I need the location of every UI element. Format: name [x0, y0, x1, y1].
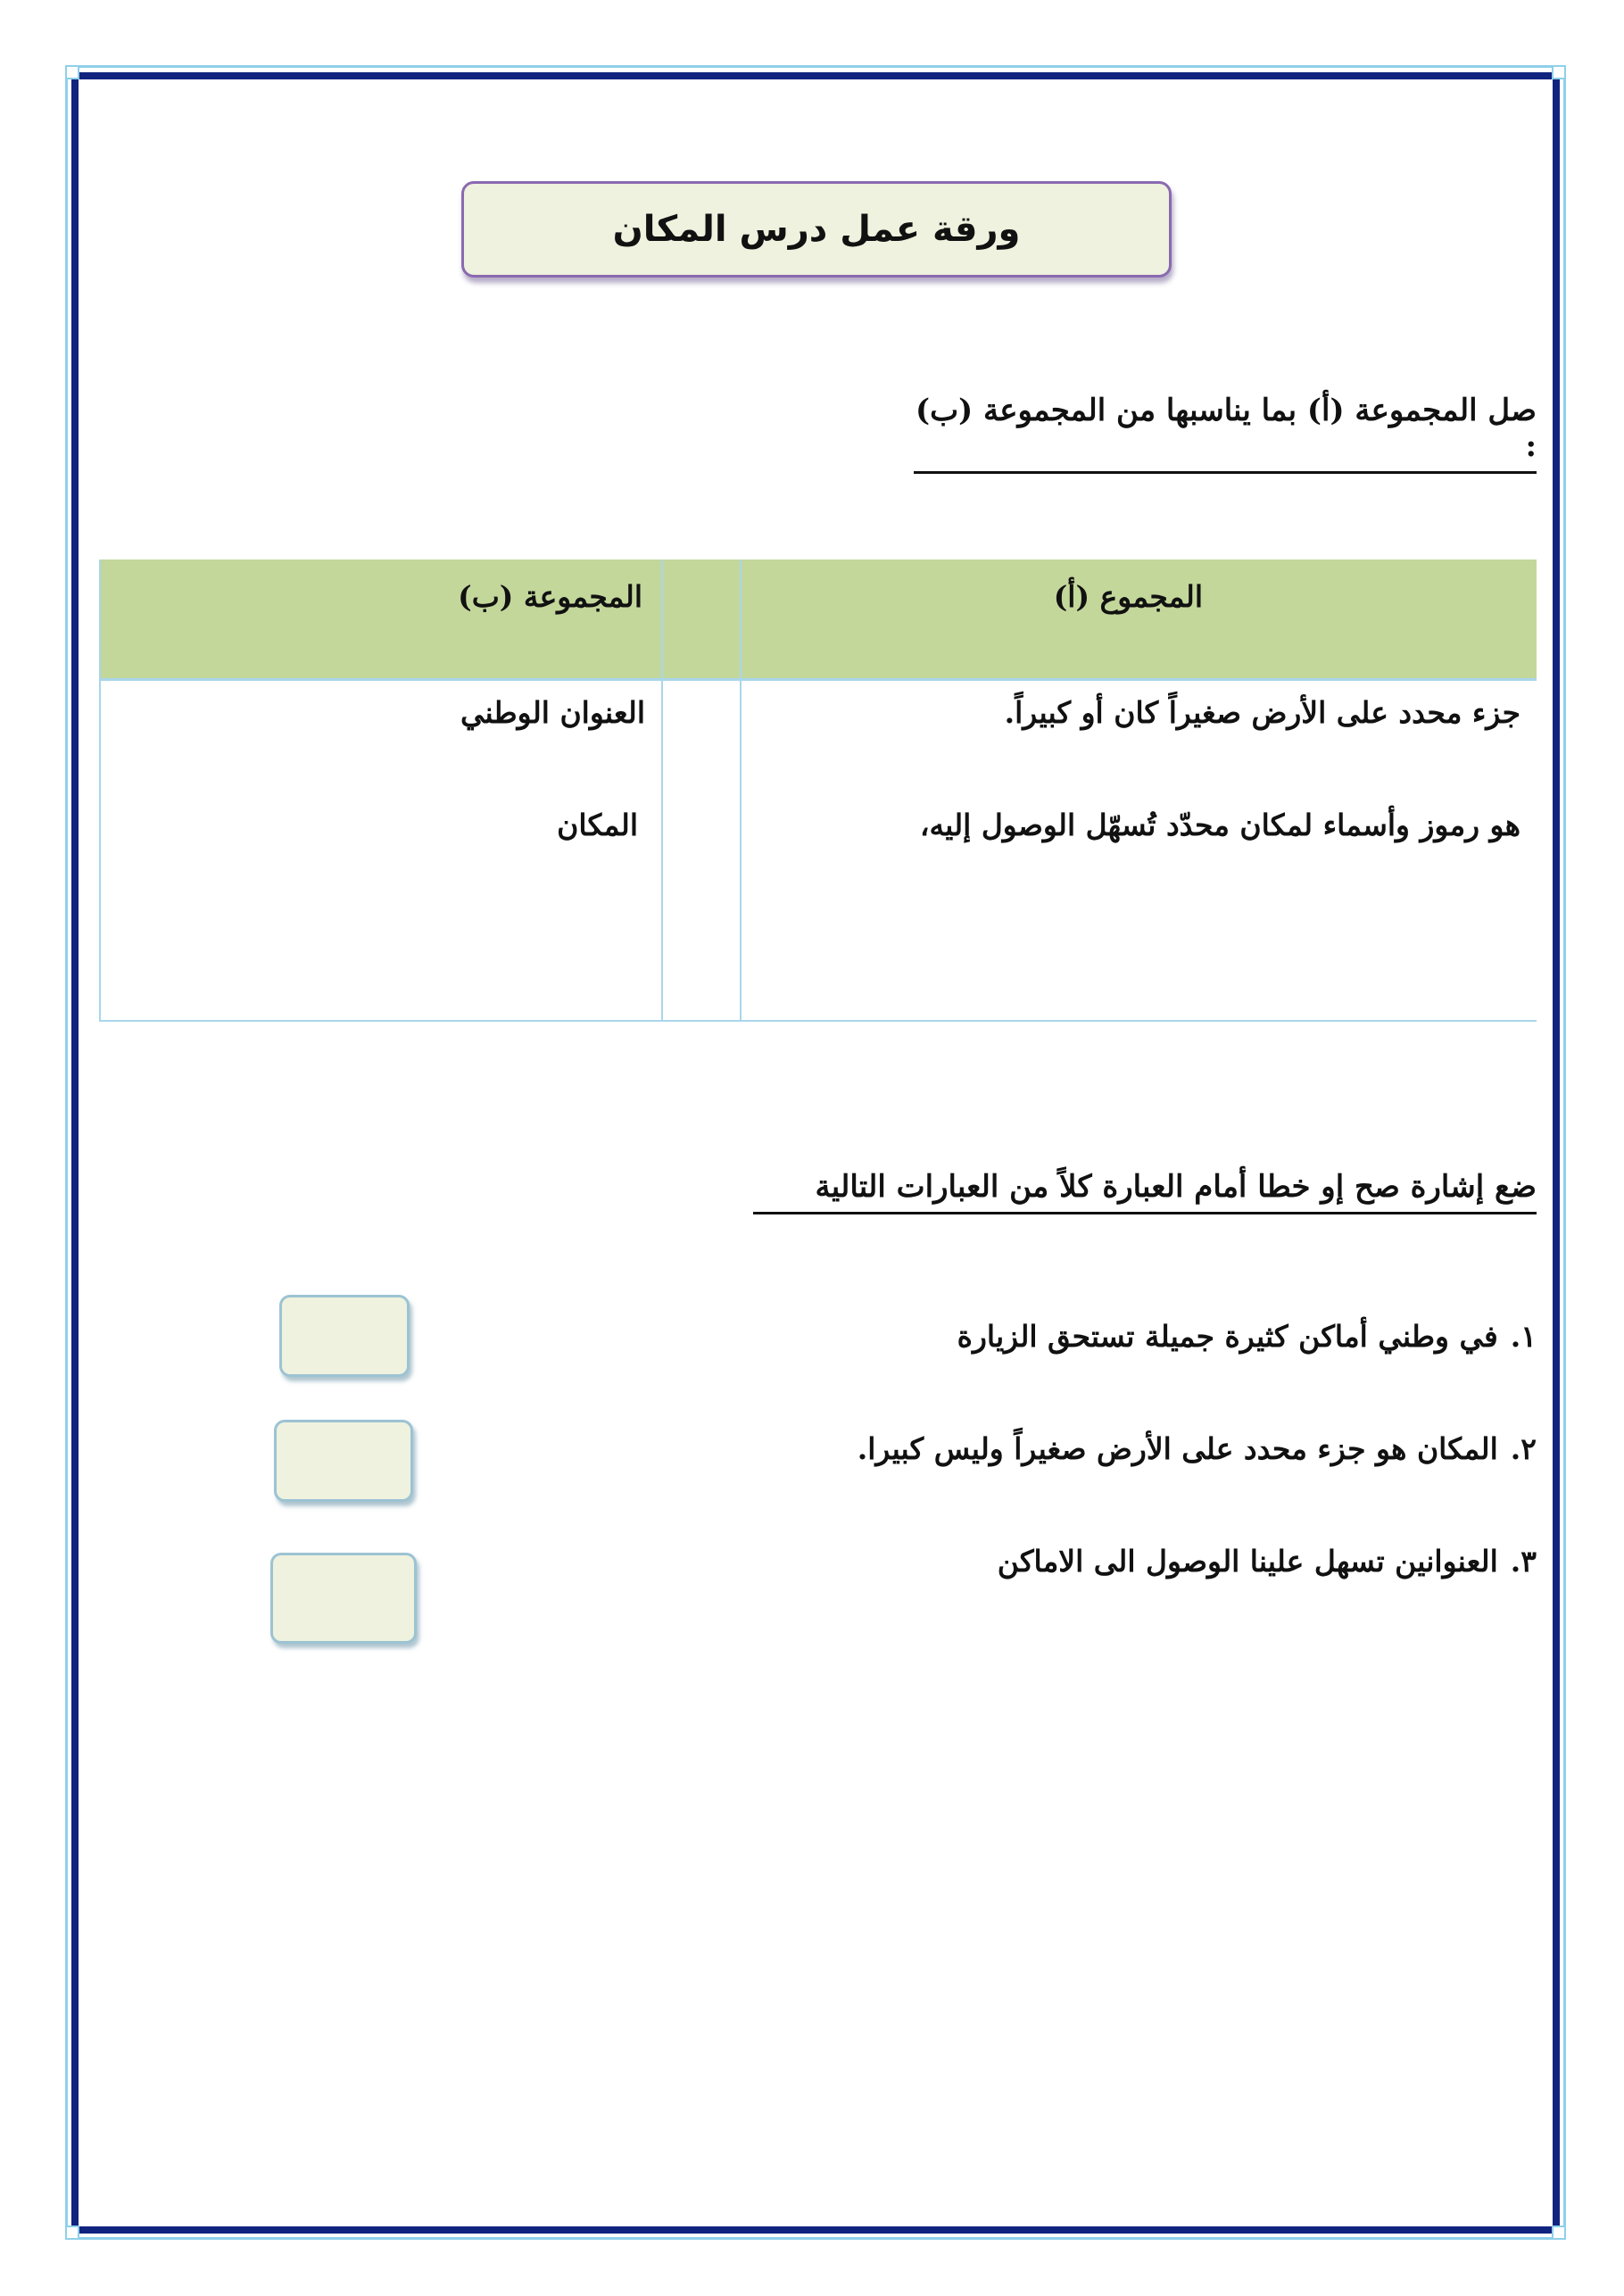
statement-text: المكان هو جزء محدد على الأرض صغيراً وليس كبيرا. — [857, 1431, 1498, 1466]
answer-box[interactable] — [270, 1553, 417, 1644]
table-divider — [661, 559, 663, 1022]
answer-box[interactable] — [279, 1295, 410, 1377]
column-b-item: المكان — [557, 808, 638, 842]
corner-ornament — [65, 65, 79, 79]
statement-row — [957, 1319, 1537, 1354]
statement-number: ٢. — [1510, 1431, 1537, 1466]
table-divider — [99, 678, 1537, 681]
worksheet-title — [461, 181, 1172, 278]
table-border — [99, 559, 101, 1022]
column-a-header: المجموع (أ) — [1053, 579, 1203, 614]
column-a-item: جزء محدد على الأرض صغيراً كان أو كبيراً. — [1004, 695, 1520, 730]
column-b-item: العنوان الوطني — [460, 695, 645, 730]
matching-table — [99, 559, 1537, 1022]
table-divider — [740, 559, 742, 1022]
statement-row — [858, 1431, 1537, 1466]
statement-text: في وطني أماكن كثيرة جميلة تستحق الزيارة — [957, 1319, 1498, 1354]
worksheet-title-text: ورقة عمل درس المكان — [612, 209, 1021, 250]
matching-instruction: صل المجموعة (أ) بما يناسبها من المجموعة (ب) : — [914, 393, 1537, 474]
corner-ornament — [1552, 2226, 1566, 2240]
statement-row — [998, 1544, 1537, 1579]
true-false-instruction: ضع إشارة صح إو خطا أمام العبارة كلاً من العبارات التالية — [753, 1169, 1537, 1214]
corner-ornament — [1552, 65, 1566, 79]
table-header-row — [99, 559, 1537, 678]
statement-number: ٣. — [1510, 1544, 1537, 1579]
column-a-item: هو رموز وأسماء لمكان محدّد تُسهّل الوصول إليه، — [919, 808, 1520, 842]
table-border — [99, 1020, 1537, 1022]
statement-number: ١. — [1510, 1319, 1537, 1354]
column-b-header: المجموعة (ب) — [458, 579, 642, 614]
statement-text: العنوانين تسهل علينا الوصول الى الاماكن — [997, 1544, 1498, 1579]
corner-ornament — [65, 2226, 79, 2240]
answer-box[interactable] — [274, 1420, 413, 1502]
